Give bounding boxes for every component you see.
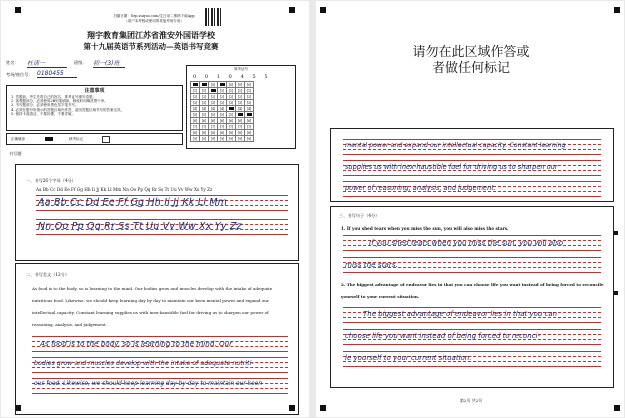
bubble-cell[interactable]: [8]: [227, 130, 236, 136]
bubble-cell[interactable]: [6]: [236, 118, 245, 124]
scan-note-sub: （用户本考程或使用的其他考场专用）: [124, 19, 184, 23]
bubble-cell[interactable]: [6]: [209, 118, 218, 124]
page-number: 第2页 共2页: [459, 398, 483, 403]
exam-number-grid: [186, 65, 296, 149]
q3-s2-hw-line-1[interactable]: The biggest advantage of endeavor lies in that you can: [363, 310, 558, 318]
q3-s1-hw-line-1[interactable]: If you shed tears when you miss the sun, you will also: [369, 238, 564, 247]
bubble-cell[interactable]: [5]: [200, 112, 209, 118]
bubble-cell[interactable]: [0]: [209, 82, 218, 88]
bubble-cell[interactable]: [2]: [200, 94, 209, 100]
bubble-cell[interactable]: [1]: [191, 88, 200, 94]
bubble-cell[interactable]: [4]: [191, 106, 200, 112]
bubble-cell[interactable]: [7]: [245, 124, 254, 130]
bubble-cell[interactable]: [3]: [245, 100, 254, 106]
writing-lines-5: [32, 378, 288, 394]
bubble-cell[interactable]: [0]: [227, 82, 236, 88]
q3-s1-hw-line-2[interactable]: miss the stars.: [345, 260, 398, 269]
code-digit: 1: [216, 74, 229, 80]
code-digit: 4: [240, 74, 253, 80]
passage-line: intellectual capacity. Constant learning supplies us with inex-haustible fuel for driving us to sharpen our power of: [32, 310, 269, 315]
bubble-cell[interactable]: [3]: [218, 100, 227, 106]
writing-lines-3: [32, 336, 288, 352]
bubble-cell[interactable]: [3]: [200, 100, 209, 106]
bubble-cell[interactable]: [5]: [218, 112, 227, 118]
q3-sentence-1: 1. If you shed tears when you miss the sun, you will also miss the stars.: [341, 226, 509, 231]
fill-example: [45, 137, 53, 141]
side-marker: [614, 291, 618, 295]
writing-lines-8: [343, 181, 601, 197]
bubble-cell[interactable]: [9]: [218, 136, 227, 142]
notice-line: 3. 书写题部分，必须使用黑色签字笔书写。: [11, 103, 79, 108]
bubble-cell[interactable]: [2]: [209, 94, 218, 100]
writing-lines-1: [36, 195, 288, 211]
alphabet-section: [15, 164, 299, 261]
bubble-cell[interactable]: [8]: [245, 130, 254, 136]
bubble-cell[interactable]: [8]: [236, 130, 245, 136]
bubble-cell[interactable]: [2]: [191, 94, 200, 100]
corner-marker: [15, 7, 21, 13]
warning-line-2: 者做任何标记: [431, 61, 510, 76]
bubble-cell[interactable]: [6]: [191, 118, 200, 124]
passage-hw-line-1[interactable]: As food is to the body, so is learning to the mind. Our: [40, 339, 233, 348]
answer-sheet-page-2: [316, 1, 624, 417]
bubble-cell[interactable]: [0]: [236, 82, 245, 88]
bubble-cell[interactable]: [2]: [227, 94, 236, 100]
bubble-cell[interactable]: [6]: [200, 118, 209, 124]
q3-sentence-2-cont: yourself to your current situation.: [341, 294, 420, 299]
code-header: 准考证号: [234, 67, 248, 71]
filled-bubble: [247, 113, 252, 116]
bubble-cell[interactable]: [5]: [209, 112, 218, 118]
fill-label: 正确填涂: [11, 137, 25, 141]
sentence-section: [330, 206, 614, 388]
bubble-grid[interactable]: [190, 81, 254, 142]
bubble-cell[interactable]: [4]: [245, 106, 254, 112]
passage-hw-line-6[interactable]: power of reasoning, analysis, and judgement.: [345, 184, 496, 192]
notice-box: [6, 85, 183, 131]
bubble-cell[interactable]: [9]: [191, 136, 200, 142]
bubble-cell[interactable]: [7]: [191, 124, 200, 130]
no-answer-warning: [356, 45, 586, 77]
bubble-cell[interactable]: [2]: [218, 94, 227, 100]
bubble-cell[interactable]: [8]: [218, 130, 227, 136]
class-value: 初一(3)班: [93, 58, 125, 68]
bubble-cell[interactable]: [9]: [236, 136, 245, 142]
writing-lines-10: [343, 257, 601, 273]
passage-line: nutritious food. Likewise, we should keep learning day by day to maintain our keen mental power and expand our: [32, 298, 269, 303]
writing-lines-13: [343, 351, 601, 367]
bubble-cell[interactable]: [3]: [191, 100, 200, 106]
bubble-cell[interactable]: [1]: [245, 88, 254, 94]
side-marker: [614, 231, 618, 235]
bubble-cell[interactable]: [3]: [236, 100, 245, 106]
section-label: 书写题: [9, 151, 22, 156]
writing-lines-2: [36, 219, 288, 235]
passage-hw-line-5[interactable]: supplies us with inex-haustible fuel for driving us to sharpen our: [345, 163, 558, 171]
passage-text: [32, 283, 292, 331]
bubble-cell[interactable]: [7]: [218, 124, 227, 130]
bubble-cell[interactable]: [1]: [218, 88, 227, 94]
q1-title: 一、书写26个字母（4分）: [26, 178, 76, 183]
bubble-cell[interactable]: [8]: [200, 130, 209, 136]
passage-hw-line-2[interactable]: bodies grow and muscles develop with the intake of adequate nutriti-: [34, 360, 254, 367]
filled-bubble: [220, 83, 225, 86]
bubble-cell[interactable]: [1]: [227, 88, 236, 94]
fill-legend: [6, 133, 183, 145]
bubble-cell[interactable]: [9]: [200, 136, 209, 142]
bubble-cell[interactable]: [1]: [200, 88, 209, 94]
corner-marker: [320, 405, 326, 411]
corner-marker: [614, 7, 620, 13]
bubble-cell[interactable]: [7]: [227, 124, 236, 130]
bubble-cell[interactable]: [8]: [209, 130, 218, 136]
alphabet-print: Aa Bb Cc Dd Ee Ff Gg Hh Ii Jj Kk Ll Mm Nn Oo Pp Qq Rr Ss Tt Uu Vv Ww Xx Yy Zz: [36, 187, 213, 192]
bubble-cell[interactable]: [4]: [218, 106, 227, 112]
alphabet-hw-line-1[interactable]: Aa Bb Cc Dd Ee Ff Gg Hh Ii Jj Kk Ll Mm: [38, 197, 228, 208]
q3-s2-hw-line-3[interactable]: le yourself to your current situation.: [345, 354, 472, 362]
bubble-cell[interactable]: [3]: [209, 100, 218, 106]
bubble-cell[interactable]: [9]: [209, 136, 218, 142]
class-label: 班级：: [74, 60, 87, 65]
warning-line-1: 请勿在此区域作答或: [412, 45, 530, 60]
writing-lines-7: [343, 160, 601, 176]
absent-label: 缺考标记: [69, 137, 83, 141]
filled-bubble: [238, 113, 243, 116]
absent-checkbox[interactable]: [102, 136, 110, 143]
code-digit: 0: [228, 74, 241, 80]
passage-section: [15, 263, 299, 415]
writing-lines-6: [343, 139, 601, 155]
bubble-cell[interactable]: [2]: [236, 94, 245, 100]
exam-value: 0180455: [37, 70, 77, 78]
bubble-cell[interactable]: [5]: [191, 112, 200, 118]
bubble-cell[interactable]: [6]: [227, 118, 236, 124]
qr-code-icon: [205, 8, 223, 26]
name-value: 杜请一: [27, 58, 67, 68]
passage-hw-line-3[interactable]: ous food. Likewise, we should keep learning day by day to maintain our keen: [34, 381, 263, 387]
q2-title: 二、书写美文（12分）: [26, 272, 70, 277]
bubble-cell[interactable]: [9]: [245, 136, 254, 142]
notice-list: [11, 95, 179, 116]
answer-sheet-page-1: [1, 1, 309, 417]
writing-lines-11: [343, 307, 601, 323]
contest-title: 第十九届英语节系列活动—英语书写竞赛: [83, 42, 219, 51]
corner-marker: [614, 405, 620, 411]
notice-line: 5. 保持卡面清洁，不要折叠、不要弄破。: [11, 111, 75, 116]
name-label: 姓名：: [6, 60, 19, 65]
notice-line: 2. 客观题部分，必须使用2B铅笔填涂，修改时用橡皮擦干净。: [11, 99, 108, 104]
code-digit: 0: [204, 74, 217, 80]
bubble-cell[interactable]: [7]: [200, 124, 209, 130]
bubble-cell[interactable]: [6]: [245, 118, 254, 124]
code-digit: 0: [193, 74, 205, 80]
school-title: 翔宇教育集团江苏省淮安外国语学校: [87, 30, 215, 40]
bubble-cell[interactable]: [9]: [227, 136, 236, 142]
q3-sentence-2: 2. The biggest advantage of endeavor lies in that you can choose life you want instead of being forced to reconcile: [341, 282, 604, 287]
corner-marker: [289, 7, 295, 13]
code-digit: 5: [264, 74, 277, 80]
q3-title: 三、书写句子（4分）: [339, 213, 380, 218]
bubble-cell[interactable]: [3]: [227, 100, 236, 106]
exam-label: 考场/座位号：: [6, 72, 33, 77]
passage-continued-section: [330, 128, 614, 202]
bubble-cell[interactable]: [2]: [245, 94, 254, 100]
alphabet-hw-line-2[interactable]: Nn Oo Pp Qq Rr Ss Tt Uu Vv Ww Xx Yy Zz: [38, 221, 242, 232]
corner-marker: [320, 7, 326, 13]
bubble-cell[interactable]: [7]: [209, 124, 218, 130]
bubble-cell[interactable]: [6]: [218, 118, 227, 124]
bubble-cell[interactable]: [5]: [227, 112, 236, 118]
writing-lines-4: [32, 357, 288, 373]
code-digits: [193, 74, 276, 80]
filled-bubble: [211, 89, 216, 92]
filled-bubble: [229, 107, 234, 110]
bubble-cell[interactable]: [4]: [200, 106, 209, 112]
bubble-cell[interactable]: [8]: [191, 130, 200, 136]
bubble-cell[interactable]: [1]: [236, 88, 245, 94]
scan-note: 扫描日期：Sep.zuiyoo.com/生日用二维码下载App: [113, 14, 195, 18]
passage-hw-line-4[interactable]: mental power and expand our intellectual capacity. Constant learning: [345, 142, 566, 149]
writing-lines-9: [343, 235, 601, 251]
q3-s2-hw-line-2[interactable]: choose life you want instead of being forced to reconci-: [345, 332, 541, 340]
writing-lines-12: [343, 329, 601, 345]
filled-bubble: [202, 83, 207, 86]
passage-line: As food is to the body, so is learning to the mind. Our bodies grow and muscles develop with the intake of adequate: [32, 286, 273, 291]
notice-line: 4. 必须在题号所指示的答题区域内作答，超出答题区域书写的答案无效。: [11, 107, 124, 112]
filled-bubble: [193, 83, 198, 86]
bubble-cell[interactable]: [7]: [236, 124, 245, 130]
code-digit: 5: [252, 74, 265, 80]
notice-line: 1. 答题前，考生先将自己的姓名、准考证号填写清楚。: [11, 95, 96, 99]
bubble-cell[interactable]: [4]: [236, 106, 245, 112]
bubble-cell[interactable]: [0]: [245, 82, 254, 88]
notice-title: 注意事项: [84, 88, 105, 94]
bubble-cell[interactable]: [4]: [209, 106, 218, 112]
passage-line: reasoning, analysis, and judgement.: [32, 322, 107, 327]
